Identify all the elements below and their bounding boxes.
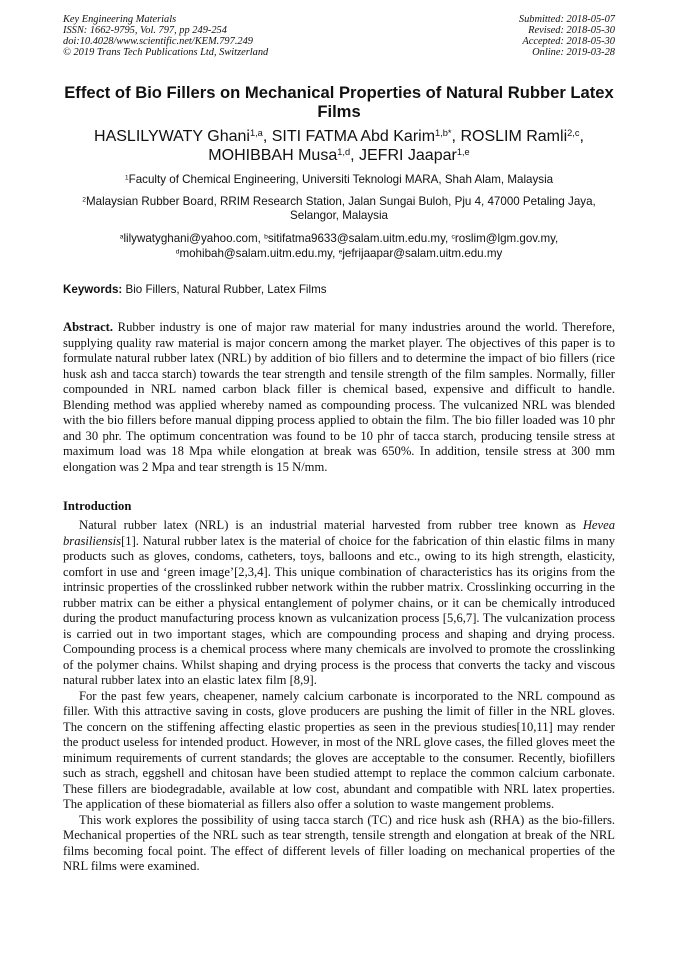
submitted-date: Submitted: 2018-05-07 xyxy=(518,14,615,25)
author-name: ROSLIM Ramli xyxy=(460,128,568,145)
copyright: © 2019 Trans Tech Publications Ltd, Switzerland xyxy=(63,47,269,58)
paper-title: Effect of Bio Fillers on Mechanical Properties of Natural Rubber Latex Films xyxy=(64,83,614,121)
email[interactable]: lilywatyghani@yahoo.com, xyxy=(123,232,265,245)
keywords-label: Keywords: xyxy=(63,283,123,296)
author-emails xyxy=(63,231,615,261)
paragraph: This work explores the possibility of using tacca starch (TC) and rice husk ash (RHA) as the bio-fillers. Mechanical properties of the NRL such as tear strength, tensile strength and elongation at break of the NRL films becoming focal point. The effect of different levels of filler loading on mechanical properties of the NRL films were examined. xyxy=(63,812,615,873)
revised-date: Revised: 2018-05-30 xyxy=(528,25,615,36)
introduction-body xyxy=(63,518,615,875)
author xyxy=(208,147,359,164)
email[interactable]: mohibah@salam.uitm.edu.my, xyxy=(179,247,339,260)
text: Natural rubber latex (NRL) is an industrial material harvested from rubber tree known as xyxy=(79,518,583,532)
author-sup: 1,d xyxy=(337,146,351,157)
paper-page xyxy=(63,14,615,875)
sep: , xyxy=(451,128,461,145)
author xyxy=(272,128,461,145)
email[interactable]: jefrijaapar@salam.uitm.edu.my xyxy=(342,247,503,260)
email-sup: e xyxy=(338,248,343,256)
email[interactable]: sitifatma9633@salam.uitm.edu.my, xyxy=(267,232,452,245)
text: [1]. Natural rubber latex is the material of choice for the fabrication of thin elastic films in many products such as gloves, condoms, catheters, toys, balloons and etc., owing to its high strength, elasticity, comfort in use and ‘green image’[2,3,4]. This unique combination of characteristics has its origins from the intrinsic properties of the crosslinked rubber network within the rubber matrix. Crosslinking occurring in the rubber matrix can be either a physical entanglement of polymer chains, or it can be chemically introduced during the product manufacturing process known as vulcanization process [5,6,7]. The vulcanization process is carried out in two important stages, which are compounding process and shaping and drying process. Compounding process is a chemical process where many chemicals are involved to promote the crosslinking of the polymer chains. Whilst shaping and drying process is the process that converts the tacky and viscous natural rubber latex into an elastic latex film [8,9]. xyxy=(63,533,615,687)
author xyxy=(359,147,470,164)
paragraph: For the past few years, cheapener, namely calcium carbonate is incorporated to the NRL compound as filler. With this attractive saving in costs, glove producers are pushing the limit of filler in the NRL gloves. The concern on the stiffening affecting elastic properties as seen in the previous studies[10,11] may render the product useless for intended product. However, in most of the NRL glove cases, the filled gloves meet the minimum requirements of current standards; the gloves are acceptable to the consumer. Recently, biofillers such as strach, eggshell and chitosan have been studied attempt to replace the common calcium carbonate. These fillers are biodegradable, available at low cost, abundant and compatible with NRL latex properties. The application of these biomaterial as fillers also offer a solution to waste mangement problems. xyxy=(63,688,615,811)
journal-header xyxy=(63,14,615,58)
aff-text: Malaysian Rubber Board, RRIM Research Station, Jalan Sungai Buloh, Pju 4, 47000 Petaling Jaya, Selangor, Malaysia xyxy=(85,195,596,222)
email-sup: a xyxy=(119,233,124,241)
aff-sup: 2 xyxy=(82,196,86,204)
aff-sup: 1 xyxy=(124,174,129,182)
author xyxy=(460,128,584,145)
email-sup: b xyxy=(264,233,268,241)
doi: doi:10.4028/www.scientific.net/KEM.797.249 xyxy=(63,36,253,47)
issn: ISSN: 1662-9795, Vol. 797, pp 249-254 xyxy=(63,25,227,36)
section-heading-introduction: Introduction xyxy=(63,499,132,513)
author-name: SITI FATMA Abd Karim xyxy=(271,128,436,145)
abstract-text: Rubber industry is one of major raw material for many industries around the world. Therefore, supplying quality raw material is major concern among the market player. The objectives of this paper is to formulate natural rubber latex (NRL) by addition of bio fillers and to determine the impact of bio fillers (rice husk ash and tacca starch) towards the tear strength and tensile strength of the film samples. Normally, filler compounded in NRL named carbon black filler is chemical based, expensive and difficult to handle. Blending method was applied whereby named as compounding process. The vulcanized NRL was blended with the bio fillers before manual dipping process applied to obtain the film. The bio filler loaded was 10 phr and 30 phr. The optimum concentration was found to be 10 phr of tacca starch, producing tensile stress at maximum load was 18 Mpa while elongation at break was 650%. In addition, tensile stress at 300 mm elongation was 2 Mpa and tear strength is 15 N/mm. xyxy=(63,320,615,474)
aff-text: Faculty of Chemical Engineering, Universiti Teknologi MARA, Shah Alam, Malaysia xyxy=(128,173,554,186)
author-name: JEFRI Jaapar xyxy=(359,147,457,164)
author-name: HASLILYWATY Ghani xyxy=(94,128,250,145)
affiliation-1 xyxy=(63,173,615,187)
email-sup: d xyxy=(175,248,180,256)
author xyxy=(94,128,272,145)
affiliation-2 xyxy=(63,195,615,223)
journal-info xyxy=(63,14,268,58)
author-sup: 2,c xyxy=(567,127,580,138)
accepted-date: Accepted: 2018-05-30 xyxy=(522,36,615,47)
abstract-label: Abstract. xyxy=(63,320,114,334)
species-name: Hevea brasiliensis xyxy=(63,518,615,548)
email-sup: c xyxy=(451,233,455,241)
sep: , xyxy=(350,147,359,164)
author-sup: 1,a xyxy=(249,127,263,138)
email[interactable]: roslim@lgm.gov.my, xyxy=(454,232,559,245)
author-sup: 1,e xyxy=(456,146,470,157)
online-date: Online: 2019-03-28 xyxy=(532,47,615,58)
author-list xyxy=(63,127,615,165)
paragraph xyxy=(63,518,615,689)
author-name: MOHIBBAH Musa xyxy=(208,147,338,164)
author-sup: 1,b* xyxy=(435,127,452,138)
abstract xyxy=(63,320,615,475)
dates xyxy=(519,14,615,58)
sep: , xyxy=(262,128,272,145)
keywords xyxy=(63,283,615,296)
keywords-text: Bio Fillers, Natural Rubber, Latex Films xyxy=(122,283,327,296)
journal-name: Key Engineering Materials xyxy=(63,14,177,25)
sep: , xyxy=(579,128,584,145)
